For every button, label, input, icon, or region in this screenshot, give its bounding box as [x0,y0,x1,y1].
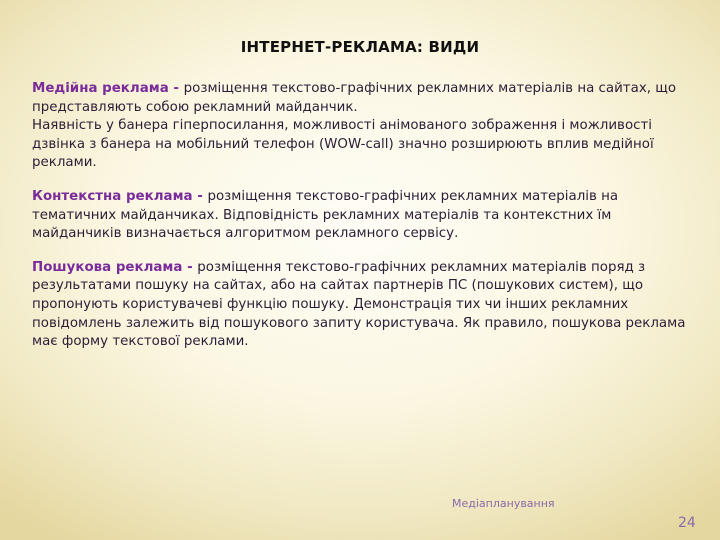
section-paragraph [32,80,700,117]
slide-body [32,80,700,367]
footer-caption: Медіапланування [452,497,555,510]
section-separator: - [168,81,184,96]
section-definition: розміщення текстово-графічних рекламних матеріалів поряд з результатами пошуку на сайтах, або на сайтах партнерів ПС (пошукових систем), що пропонують користувачеві функцію пошуку. Демонстрація тих чи інших рекламних повідомлень залежить від пошукового запиту користувача. Як правило, пошукова реклама має форму текстової реклами. [32,259,686,350]
section-paragraph [32,259,700,352]
section-definition: розміщення текстово-графічних рекламних матеріалів на сайтах, що представляють собою рекламний майданчик. [32,81,677,115]
section-separator: - [192,188,208,204]
section-term: Пошукова реклама [32,259,183,275]
section-term: Медійна реклама [32,81,169,96]
section-separator: - [182,259,198,275]
section-definition: розміщення текстово-графічних рекламних матеріалів на тематичних майданчиках. Відповідність рекламних матеріалів та контекстних їм майданчиків визначається алгоритмом рекламного сервісу. [32,188,619,242]
section-paragraph [32,188,700,244]
section-media-ads [32,80,700,173]
section-context-ads [32,188,700,244]
page-number: 24 [678,515,696,531]
section-term: Контекстна реклама [32,188,193,204]
section-extra: Наявність у банера гіперпосилання, можливості анімованого зображення і можливості дзвінка з банера на мобільний телефон (WOW-call) значно розширюють вплив медійної реклами. [32,118,654,171]
section-search-ads [32,259,700,352]
slide-title: ІНТЕРНЕТ-РЕКЛАМА: ВИДИ [240,38,480,56]
